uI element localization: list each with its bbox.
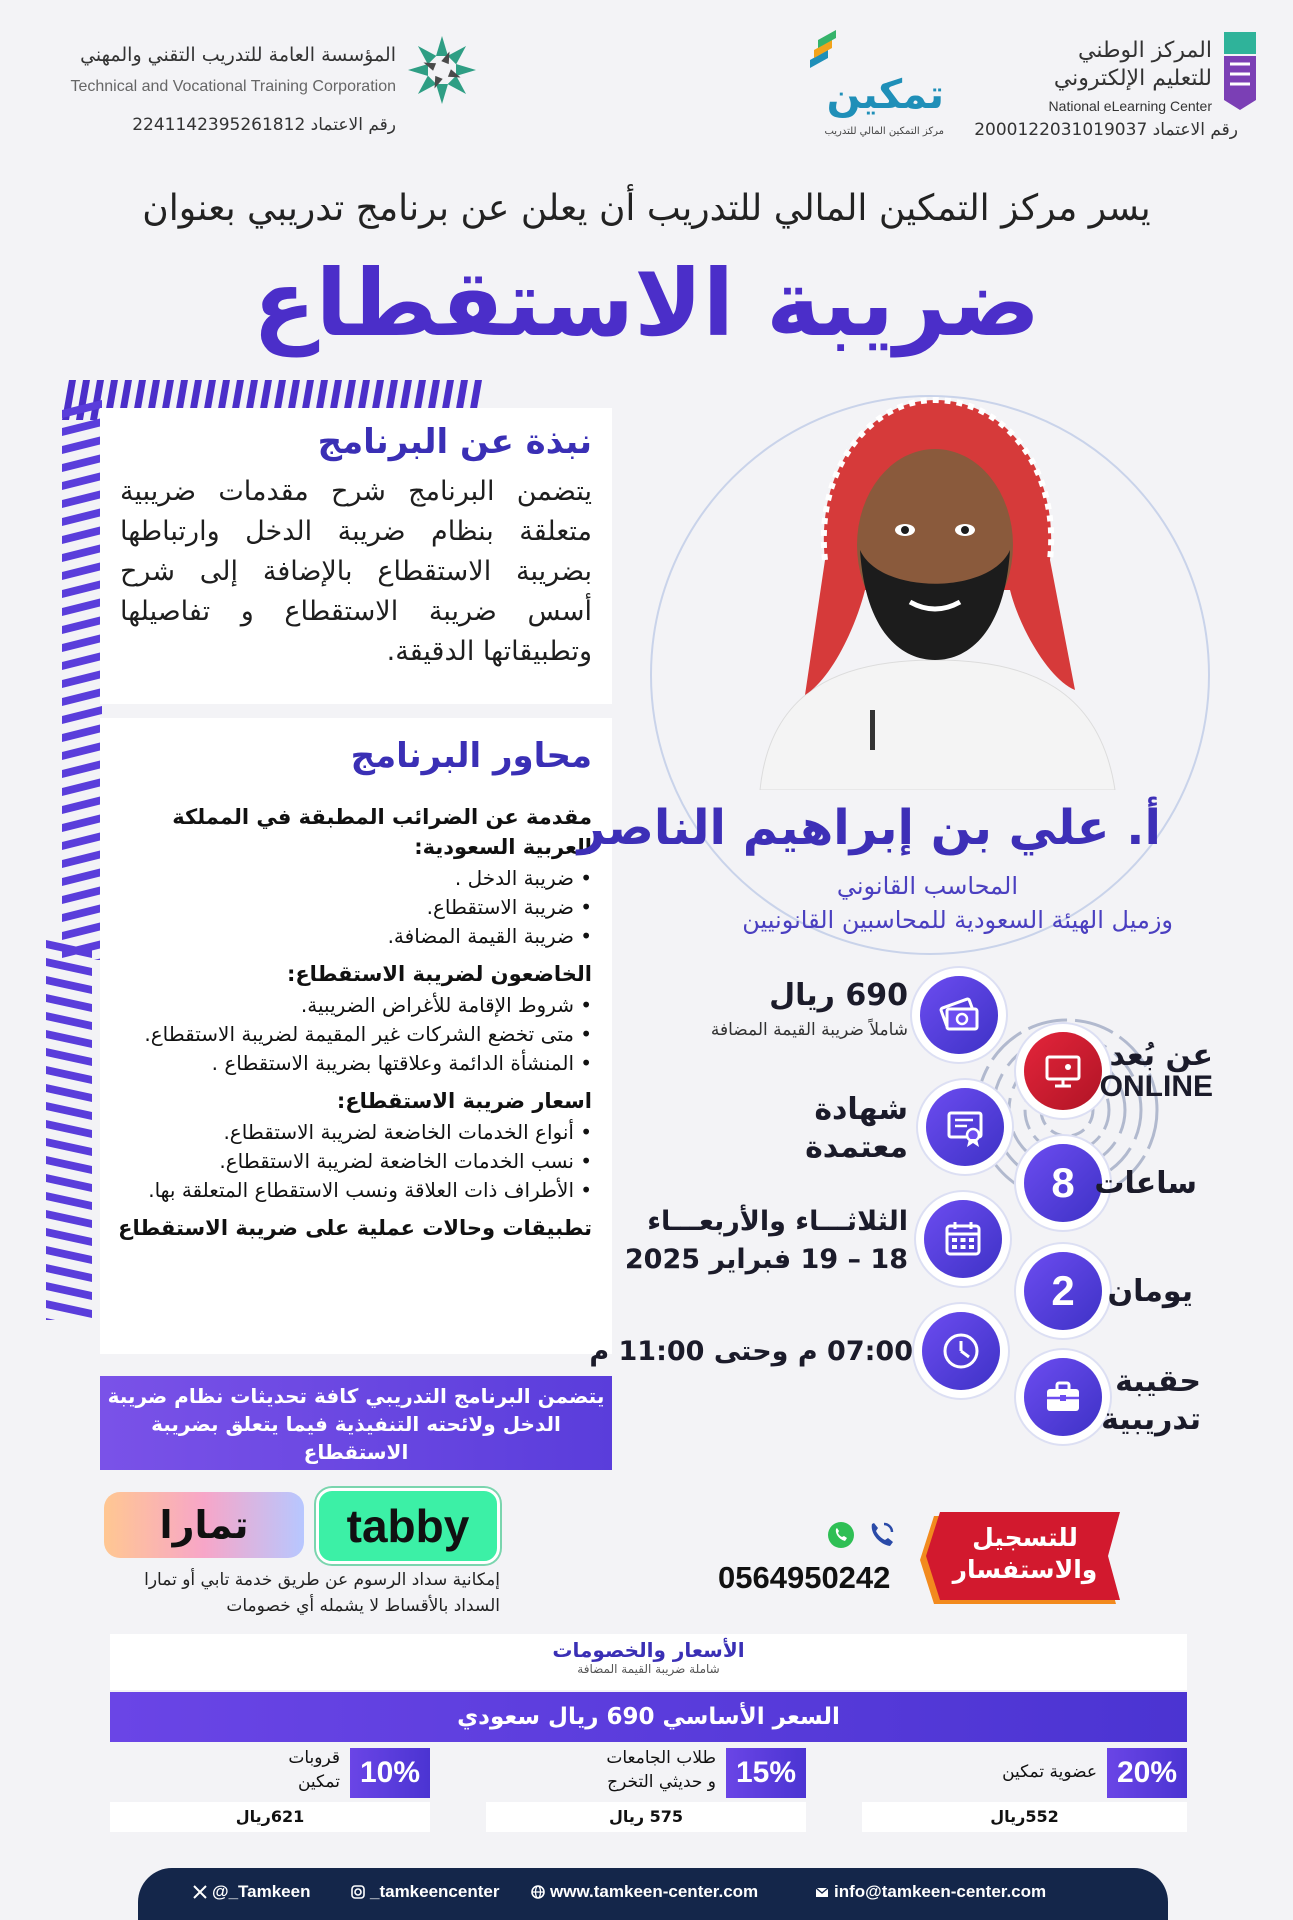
list-item: • الأطراف ذات العلاقة ونسب الاستقطاع المتعلقة بها. bbox=[116, 1176, 592, 1205]
about-text: يتضمن البرنامج شرح مقدمات ضريبية متعلقة بنظام ضريبة الدخل وارتباطها بضريبة الاستقطاع بالإضافة إلى شرح أسس ضريبة الاستقطاع و تفاصيلها وتطبيقاتها الدقيقة. bbox=[120, 476, 592, 667]
pricing-heading: الأسعار والخصومات bbox=[552, 1638, 745, 1662]
updates-note: يتضمن البرنامج التدريبي كافة تحديثات نظام ضريبة الدخل ولائحته التنفيذية فيما يتعلق بضريبة الاستقطاع bbox=[100, 1376, 612, 1470]
pricing-header bbox=[110, 1634, 1187, 1690]
axes-section-title: الخاضعون لضريبة الاستقطاع: bbox=[286, 962, 592, 986]
email-address: info@tamkeen-center.com bbox=[834, 1882, 1047, 1901]
nelc-accreditation: رقم الاعتماد 2000122031019037 bbox=[974, 120, 1238, 140]
register-text[interactable] bbox=[940, 1522, 1110, 1586]
base-price: السعر الأساسي 690 ريال سعودي bbox=[110, 1692, 1187, 1742]
installments-note: السداد بالأقساط لا يشمله أي خصومات bbox=[226, 1596, 500, 1616]
discount-percent: 10% bbox=[350, 1748, 430, 1798]
days-of-week: الثلاثـــاء والأربعـــاء bbox=[647, 1206, 908, 1237]
tamkeen-logo bbox=[780, 28, 950, 148]
discount-membership bbox=[862, 1748, 1187, 1798]
certificate-icon-badge bbox=[926, 1088, 1004, 1166]
hours-label: ساعات bbox=[1094, 1166, 1197, 1201]
price-note: شاملاً ضريبة القيمة المضافة bbox=[710, 1020, 908, 1040]
nelc-name-en: National eLearning Center bbox=[1048, 98, 1212, 114]
axes-list bbox=[116, 991, 592, 1078]
instagram-icon bbox=[350, 1884, 366, 1900]
money-icon bbox=[937, 993, 981, 1037]
discount-label: قروبات bbox=[288, 1748, 340, 1768]
date-range: 18 – 19 فبراير 2025 bbox=[624, 1244, 908, 1275]
calendar-icon-badge bbox=[924, 1200, 1002, 1278]
trainer-role: المحاسب القانوني bbox=[836, 872, 1018, 900]
discount-label: طلاب الجامعات bbox=[606, 1748, 716, 1768]
axes-card bbox=[100, 718, 612, 1354]
discount-label: تمكين bbox=[297, 1772, 340, 1792]
monitor-icon bbox=[1041, 1049, 1085, 1093]
tamkeen-subtitle: مركز التمكين المالي للتدريب bbox=[824, 126, 944, 137]
nelc-name-ar-line2: للتعليم الإلكتروني bbox=[1053, 66, 1212, 91]
discount-groups bbox=[110, 1748, 430, 1798]
clock-icon-badge bbox=[922, 1312, 1000, 1390]
list-item: • شروط الإقامة للأغراض الضريبية. bbox=[116, 991, 592, 1020]
footer-website[interactable] bbox=[530, 1882, 758, 1902]
days-label: يومان bbox=[1107, 1274, 1193, 1309]
axes-heading: محاور البرنامج bbox=[350, 736, 592, 776]
online-icon-badge bbox=[1024, 1032, 1102, 1110]
calendar-icon bbox=[941, 1217, 985, 1261]
list-item: • أنواع الخدمات الخاضعة لضريبة الاستقطاع. bbox=[116, 1118, 592, 1147]
list-item: • نسب الخدمات الخاضعة لضريبة الاستقطاع. bbox=[116, 1147, 592, 1176]
bag-icon-badge bbox=[1024, 1358, 1102, 1436]
register-line2: والاستفسار bbox=[952, 1555, 1098, 1584]
website-url: www.tamkeen-center.com bbox=[550, 1882, 759, 1901]
tamkeen-mark-icon bbox=[804, 30, 852, 78]
mode-en: ONLINE bbox=[1099, 1070, 1213, 1103]
phone-icon[interactable] bbox=[864, 1518, 898, 1552]
trainer-name: أ. علي بن إبراهيم الناصر bbox=[577, 800, 1161, 856]
price-icon-badge bbox=[920, 976, 998, 1054]
instagram-handle: _tamkeencenter bbox=[370, 1882, 500, 1901]
certificate-icon bbox=[943, 1105, 987, 1149]
discount-label: و حديثي التخرج bbox=[607, 1772, 716, 1792]
briefcase-icon bbox=[1041, 1375, 1085, 1419]
axes-final-item: تطبيقات وحالات عملية على ضريبة الاستقطاع bbox=[118, 1216, 592, 1240]
x-twitter-icon bbox=[192, 1884, 208, 1900]
twitter-handle: @_Tamkeen bbox=[212, 1882, 311, 1901]
tvtc-accreditation: رقم الاعتماد 2241142395261812 bbox=[132, 115, 396, 135]
program-title: ضريبة الاستقطاع bbox=[252, 250, 1041, 357]
globe-icon bbox=[530, 1884, 546, 1900]
mail-icon bbox=[814, 1884, 830, 1900]
footer-email[interactable] bbox=[814, 1882, 1046, 1902]
nelc-logo bbox=[974, 28, 1270, 148]
time-range: 07:00 م وحتى 11:00 م bbox=[589, 1336, 913, 1367]
list-item: • المنشأة الدائمة وعلاقتها بضريبة الاستقطاع . bbox=[116, 1049, 592, 1078]
decor-stripes-left-bottom bbox=[46, 940, 92, 1320]
bag-line2: تدريبية bbox=[1101, 1402, 1201, 1437]
list-item: • ضريبة القيمة المضافة. bbox=[116, 922, 592, 951]
hours-badge: 8 bbox=[1024, 1144, 1102, 1222]
clock-icon bbox=[939, 1329, 983, 1373]
tvtc-name-ar: المؤسسة العامة للتدريب التقني والمهني bbox=[80, 44, 396, 66]
phone-number[interactable]: 0564950242 bbox=[718, 1560, 891, 1595]
days-badge: 2 bbox=[1024, 1252, 1102, 1330]
pricing-subheading: شاملة ضريبة القيمة المضافة bbox=[577, 1662, 720, 1676]
tamara-logo: تمارا bbox=[104, 1492, 304, 1558]
tamkeen-wordmark: تمكين bbox=[826, 72, 944, 118]
tabby-logo: tabby bbox=[316, 1488, 500, 1564]
tvtc-logo bbox=[40, 28, 480, 148]
certificate-line1: شهادة bbox=[814, 1092, 908, 1127]
trainer-photo bbox=[720, 360, 1150, 790]
axes-list bbox=[116, 1118, 592, 1205]
tvtc-name-en: Technical and Vocational Training Corporation bbox=[70, 78, 396, 95]
footer-twitter[interactable] bbox=[192, 1882, 310, 1902]
discount-students bbox=[486, 1748, 806, 1798]
discount-percent: 15% bbox=[726, 1748, 806, 1798]
nelc-name-ar-line1: المركز الوطني bbox=[1078, 38, 1212, 63]
about-card bbox=[100, 408, 612, 704]
axes-list bbox=[116, 864, 592, 951]
list-item: • ضريبة الاستقطاع. bbox=[116, 893, 592, 922]
price-value: 690 ريال bbox=[769, 978, 908, 1013]
certificate-line2: معتمدة bbox=[805, 1130, 908, 1165]
payment-note: إمكانية سداد الرسوم عن طريق خدمة تابي أو تمارا bbox=[144, 1570, 500, 1590]
axes-section-title: مقدمة عن الضرائب المطبقة في المملكة العربية السعودية: bbox=[172, 805, 592, 859]
discount-amount: 552ريال bbox=[862, 1802, 1187, 1832]
mode-ar: عن بُعد bbox=[1109, 1038, 1213, 1073]
tvtc-emblem-icon bbox=[404, 32, 480, 108]
register-line1: للتسجيل bbox=[972, 1523, 1078, 1552]
discount-percent: 20% bbox=[1107, 1748, 1187, 1798]
list-item: • ضريبة الدخل . bbox=[116, 864, 592, 893]
footer-instagram[interactable] bbox=[350, 1882, 499, 1902]
discount-amount: 621ريال bbox=[110, 1802, 430, 1832]
bag-line1: حقيبة bbox=[1115, 1364, 1201, 1399]
list-item: • متى تخضع الشركات غير المقيمة لضريبة الاستقطاع. bbox=[116, 1020, 592, 1049]
decor-stripes-left-top bbox=[62, 400, 102, 960]
trainer-fellowship: وزميل الهيئة السعودية للمحاسبين القانونيين bbox=[742, 906, 1173, 934]
intro-text: يسر مركز التمكين المالي للتدريب أن يعلن عن برنامج تدريبي بعنوان bbox=[142, 188, 1151, 229]
about-heading: نبذة عن البرنامج bbox=[317, 422, 592, 462]
discount-amount: 575 ريال bbox=[486, 1802, 806, 1832]
axes-section-title: اسعار ضريبة الاستقطاع: bbox=[336, 1089, 592, 1113]
discount-label: عضوية تمكين bbox=[1002, 1762, 1097, 1782]
whatsapp-icon[interactable] bbox=[826, 1520, 856, 1550]
